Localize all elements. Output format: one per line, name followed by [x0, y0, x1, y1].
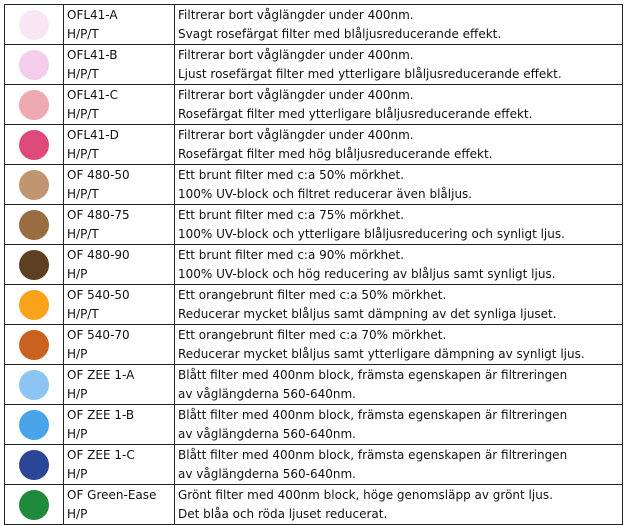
color-swatch: [19, 50, 49, 80]
filter-description-cell: [175, 45, 623, 85]
filter-models: H/P/T: [67, 66, 99, 81]
filter-name: OF 480-50: [67, 167, 130, 182]
filter-description-cell: [175, 405, 623, 445]
swatch-cell: [5, 45, 64, 85]
filter-models: H/P: [67, 506, 88, 521]
filter-description-line-2: Rosefärgat filter med ytterligare blåljusreducerande effekt.: [178, 106, 533, 121]
table-row: [5, 365, 623, 405]
swatch-cell: [5, 405, 64, 445]
filter-description-cell: [175, 445, 623, 485]
filter-models: H/P/T: [67, 146, 99, 161]
filter-name-cell: [64, 325, 175, 365]
filter-name: OFL41-A: [67, 7, 118, 22]
table-row: [5, 445, 623, 485]
color-swatch: [19, 210, 49, 240]
filter-name-cell: [64, 285, 175, 325]
filter-models: H/P/T: [67, 186, 99, 201]
filter-description-line-1: Ett brunt filter med c:a 75% mörkhet.: [178, 207, 405, 222]
table-row: [5, 325, 623, 365]
filter-description-line-2: 100% UV-block och ytterligare blåljusreducering och synligt ljus.: [178, 226, 565, 241]
filter-models: H/P/T: [67, 26, 99, 41]
filter-description-cell: [175, 485, 623, 525]
table-row: [5, 45, 623, 85]
filter-name-cell: [64, 445, 175, 485]
filter-description-cell: [175, 165, 623, 205]
filter-description-cell: [175, 325, 623, 365]
table-row: [5, 405, 623, 445]
color-swatch: [19, 410, 49, 440]
filter-name-cell: [64, 165, 175, 205]
filter-description-line-1: Filtrerar bort våglängder under 400nm.: [178, 7, 414, 22]
filter-name-cell: [64, 245, 175, 285]
color-swatch: [19, 290, 49, 320]
filter-description-line-1: Filtrerar bort våglängder under 400nm.: [178, 47, 414, 62]
color-swatch: [19, 250, 49, 280]
color-swatch: [19, 170, 49, 200]
filter-description-line-1: Ett orangebrunt filter med c:a 70% mörkhet.: [178, 327, 447, 342]
filter-description-cell: [175, 5, 623, 45]
filter-name: OF ZEE 1-A: [67, 367, 135, 382]
filter-name-cell: [64, 5, 175, 45]
filter-name: OFL41-C: [67, 87, 119, 102]
table-row: [5, 485, 623, 525]
swatch-cell: [5, 285, 64, 325]
filter-description-line-1: Ett brunt filter med c:a 50% mörkhet.: [178, 167, 405, 182]
table-row: [5, 285, 623, 325]
swatch-cell: [5, 445, 64, 485]
filter-name-cell: [64, 45, 175, 85]
filter-description-line-2: Ljust rosefärgat filter med ytterligare blåljusreducerande effekt.: [178, 66, 562, 81]
filter-name: OF 480-75: [67, 207, 130, 222]
filter-description-line-2: Reducerar mycket blåljus samt ytterligare dämpning av synligt ljus.: [178, 346, 585, 361]
filter-name: OFL41-B: [67, 47, 118, 62]
swatch-cell: [5, 125, 64, 165]
swatch-cell: [5, 485, 64, 525]
filter-models: H/P/T: [67, 106, 99, 121]
filter-description-cell: [175, 205, 623, 245]
table-row: [5, 205, 623, 245]
filter-name: OF Green-Ease: [67, 487, 157, 502]
swatch-cell: [5, 5, 64, 45]
filter-description-line-1: Ett brunt filter med c:a 90% mörkhet.: [178, 247, 405, 262]
filter-name-cell: [64, 485, 175, 525]
filter-models: H/P: [67, 466, 88, 481]
swatch-cell: [5, 325, 64, 365]
filter-models: H/P: [67, 346, 88, 361]
filter-description-line-2: Svagt rosefärgat filter med blåljusreducerande effekt.: [178, 26, 502, 41]
color-swatch: [19, 10, 49, 40]
filter-description-line-1: Ett orangebrunt filter med c:a 50% mörkhet.: [178, 287, 447, 302]
filter-name-cell: [64, 205, 175, 245]
color-swatch: [19, 450, 49, 480]
color-swatch: [19, 90, 49, 120]
filter-description-line-2: Det blåa och röda ljuset reducerat.: [178, 506, 388, 521]
filter-description-line-1: Filtrerar bort våglängder under 400nm.: [178, 87, 414, 102]
filter-models: H/P: [67, 386, 88, 401]
filter-name-cell: [64, 405, 175, 445]
filter-description-cell: [175, 125, 623, 165]
filter-description-line-1: Filtrerar bort våglängder under 400nm.: [178, 127, 414, 142]
filter-description-cell: [175, 365, 623, 405]
table-row: [5, 165, 623, 205]
filter-models: H/P: [67, 426, 88, 441]
filter-models: H/P/T: [67, 226, 99, 241]
filter-description-line-1: Blått filter med 400nm block, främsta egenskapen är filtreringen: [178, 407, 568, 422]
filter-name: OF 540-70: [67, 327, 130, 342]
filter-description-cell: [175, 285, 623, 325]
filter-description-line-2: av våglängderna 560-640nm.: [178, 466, 356, 481]
filter-table-body: [5, 5, 623, 525]
filter-description-line-2: Reducerar mycket blåljus samt dämpning av det synliga ljuset.: [178, 306, 557, 321]
filter-name-cell: [64, 85, 175, 125]
color-swatch: [19, 490, 49, 520]
filter-description-line-2: 100% UV-block och filtret reducerar även blåljus.: [178, 186, 473, 201]
filter-description-line-2: 100% UV-block och hög reducering av blåljus samt synligt ljus.: [178, 266, 556, 281]
filter-description-line-2: av våglängderna 560-640nm.: [178, 386, 356, 401]
table-row: [5, 245, 623, 285]
filter-description-cell: [175, 245, 623, 285]
color-swatch: [19, 330, 49, 360]
filter-models: H/P: [67, 266, 88, 281]
swatch-cell: [5, 365, 64, 405]
swatch-cell: [5, 245, 64, 285]
swatch-cell: [5, 85, 64, 125]
table-row: [5, 5, 623, 45]
color-swatch: [19, 130, 49, 160]
filter-models: H/P/T: [67, 306, 99, 321]
swatch-cell: [5, 165, 64, 205]
filter-description-line-2: Rosefärgat filter med hög blåljusreducerande effekt.: [178, 146, 493, 161]
filter-description-line-1: Grönt filter med 400nm block, höge genomsläpp av grönt ljus.: [178, 487, 553, 502]
filter-description-line-2: av våglängderna 560-640nm.: [178, 426, 356, 441]
filter-name: OFL41-D: [67, 127, 119, 142]
filter-name: OF 540-50: [67, 287, 130, 302]
filter-name: OF ZEE 1-B: [67, 407, 135, 422]
filter-table: [4, 4, 623, 525]
table-row: [5, 125, 623, 165]
table-row: [5, 85, 623, 125]
filter-name: OF 480-90: [67, 247, 130, 262]
filter-description-line-1: Blått filter med 400nm block, främsta egenskapen är filtreringen: [178, 367, 568, 382]
filter-description-line-1: Blått filter med 400nm block, främsta egenskapen är filtreringen: [178, 447, 568, 462]
filter-name-cell: [64, 365, 175, 405]
swatch-cell: [5, 205, 64, 245]
filter-name-cell: [64, 125, 175, 165]
filter-description-cell: [175, 85, 623, 125]
filter-name: OF ZEE 1-C: [67, 447, 135, 462]
color-swatch: [19, 370, 49, 400]
